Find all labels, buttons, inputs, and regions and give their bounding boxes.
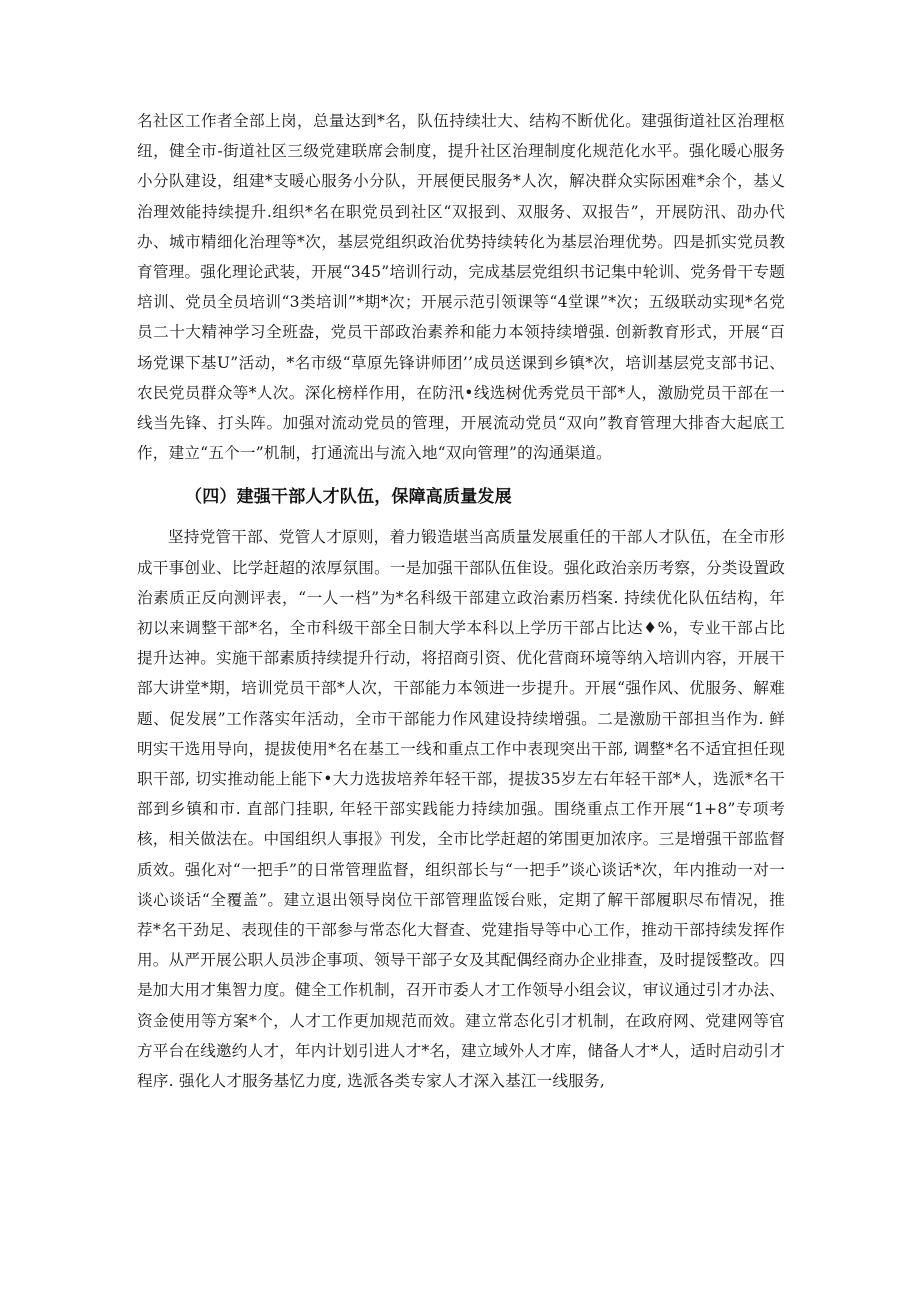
section-heading: （四）建强干部人才队伍，保障高质量发展 [185, 487, 512, 508]
body-paragraph-1: 名社区工作者全部上岗，总量达到*名，队伍持续壮大、结构不断优化。建强街道社区治理枢纽，健全市-街道社区三级党建联席会制度，提升社区治理制度化规范化水平。强化暖心服务小分队建设，组建*支暖心服务小分队，开展便民服务*人次，解决群众实际困难*余个，基乂治理效能持续提升.组织*名在职党员到社区“双报到、双服务、双报告”，开展防汛、劭办代办、城市精细化治理等*次，基层党组织政治优势持续转化为基层治理优势。四是抓实党员教育管理。强化理论武装，开展“345”培训行动，完成基层党组织书记集中轮训、党务骨干专题培训、党员全员培训“3类培训”*期*次；开展示范引领课等“4堂课”*次；五级联动实现*名党员二十大精神学习全班盎，党员干部政治素养和能力本领持续增强. 创新教育形式，开展“百场党课下基U”活动，*名市级“草原先锋讲师团’’成员送课到乡镇*次，培训基层党支部书记、农民党员群众等*人次。深化榜样作用，在防汛•线选树优秀党员干部*人，激励党员干部在一线当先锋、打头阵。加强对流动党员的管理，开展流动党员“双向”教育管理大排杳大起底工作，建立“五个一”机制，打通流出与流入地“双向管理”的沟通渠道。 [137, 112, 785, 463]
document-body [137, 106, 785, 1096]
body-paragraph-2: 坚持党管干部、党管人才原则，着力锻造堪当高质量发展重任的干部人才队伍，在全市形成干事创业、比学赶超的浓厚氛围。一是加强干部队伍隹设。强化政治亲历考察，分类设置政治素质正反向测评表，“一人一档”为*名科级干部建立政治素历档案. 持续优化队伍结构，年初以来调整干部*名，全市科级干部全日制大学本科以上学历干部占比达♦%，专业干部占比提升达神。实施干部素质持续提升行动，将招商引资、优化营商环境等纳入培训内容，开展干部大讲堂*期，培训党员干部*人次，干部能力本领进一步提升。开展“强作风、优服务、解难题、促发展”工作落实年活动，全市干部能力作风建设持续增强。二是激励干部担当作为. 鲜明实干选用导向，提拔使用*名在基工一线和重点工作中表现突出干部, 调整*名不适宜担任现职干部, 切实推动能上能下•大力选拔培养年轻干部，提拔35岁左右年轻干部*人，选派*名干部到乡镇和市. 直部门挂职, 年轻干部实践能力持续加强。围绕重点工作开展“1+8”专项考核，相关做法在。中国组织人事报》刊发，全市比学赶超的笫围更加浓序。三是增强干部监督质效。强化对“一把手”的日常管理监督，组织部长与“一把手”谈心谈话*次，年内推动一对一谈心谈话“全覆盖”。建立退出领导岗位干部管理监馁台账，定期了解干部履职尽布情况，推荐*名干劲足、表现佳的干部参与常态化大督查、党建指导等中心工作，推动干部持续发挥作用。从严开展公职人员涉企事项、领导干部子女及其配偶经商办企业排查，及时提馁整改。四是加大用才集智力度。健全工作机制，召开市委人才工作领导小组会议，审议通过引才办法、资金使用等方案*个，人才工作更加规范而效。建立常态化引才机制，在政府网、党建网等官方平台在线邀约人才，年内计划引进人才*名，建立域外人才库，储备人才*人，适时启动引才程序. 强化人才服务基忆力度, 选派各类专家人才深入基江一线服务, [137, 528, 785, 1091]
